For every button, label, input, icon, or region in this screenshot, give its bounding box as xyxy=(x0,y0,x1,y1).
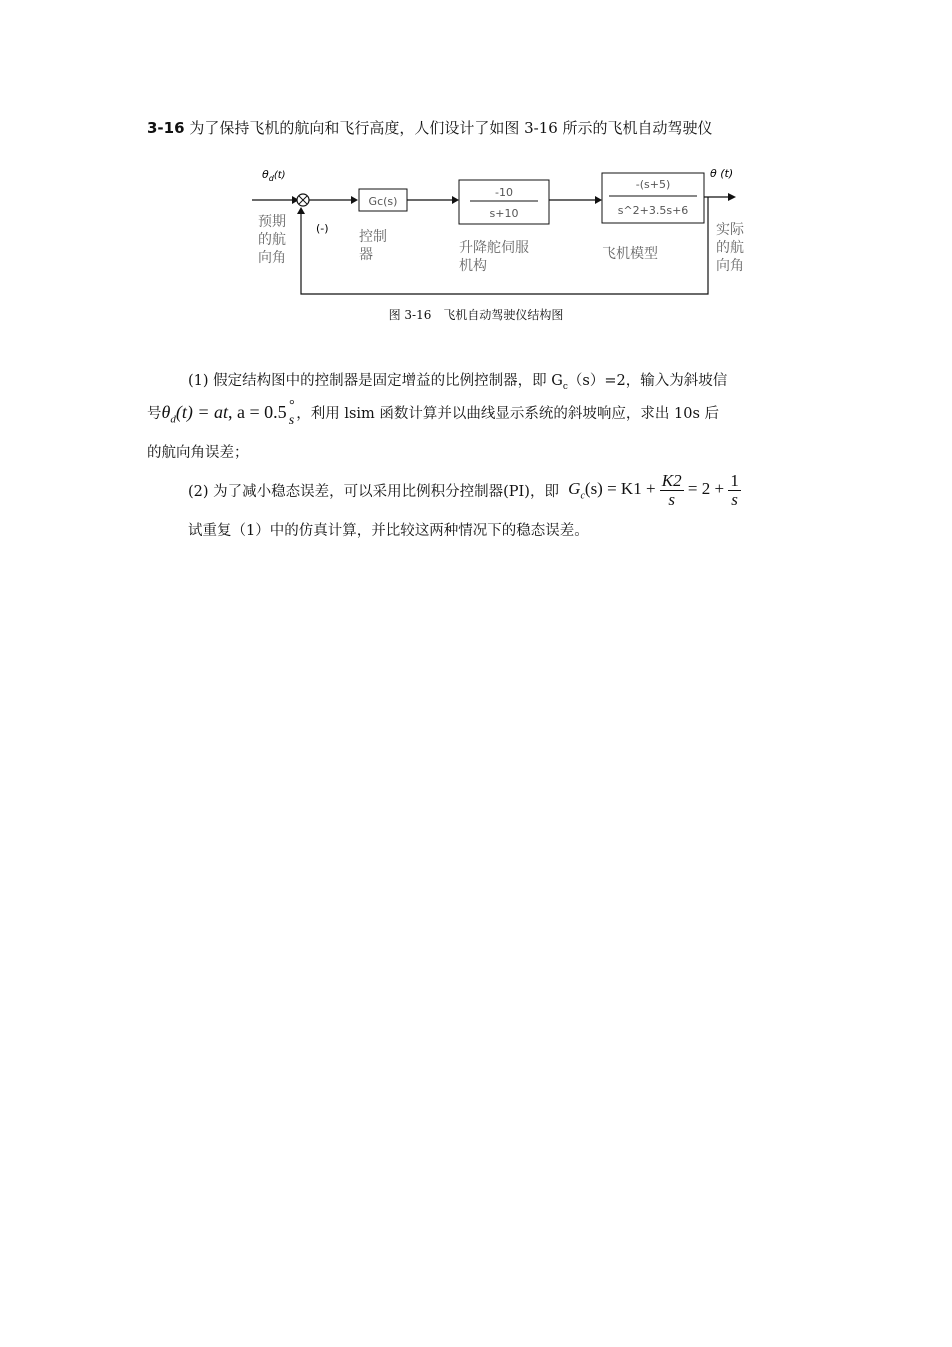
one-over-s: $\frac{1}{s}$ xyxy=(730,471,739,509)
output-signal-label: θ (t) xyxy=(710,167,734,180)
plant-numerator: -(s+5) xyxy=(635,178,671,191)
part1-line2: 号$\theta_d(t)$ = at, a = 0.5 ° s ，利用 lsim 函数计算并以曲线显示系统的斜坡响应，求出 10s 后 xyxy=(147,398,720,428)
problem-statement: 为了保持飞机的航向和飞行高度，人们设计了如图 3-16 所示的飞机自动驾驶仪 xyxy=(184,119,713,137)
output-label xyxy=(716,222,745,274)
input-signal-label: $\theta_d(t)$ xyxy=(262,168,286,183)
figure-caption: 图 3-16 飞机自动驾驶仪结构图 xyxy=(388,308,564,322)
servo-label xyxy=(459,240,529,274)
part2-line2: 试重复（1）中的仿真计算，并比较这两种情况下的稳态误差。 xyxy=(188,523,589,539)
svg-text:的航: 的航 xyxy=(258,232,286,248)
plant-denominator: s^2+3.5s+6 xyxy=(617,204,689,217)
ramp-unit: ° s xyxy=(288,398,295,428)
ramp-input-equation: $\theta_d(t)$ = at, a = 0.5 ° s xyxy=(161,398,295,428)
servo-denominator: s+10 xyxy=(489,207,519,220)
controller-label xyxy=(359,228,387,263)
part1-line1: (1) 假定结构图中的控制器是固定增益的比例控制器，即 $G_c(s)=2$，输入为斜坡信 xyxy=(188,373,728,392)
plant-label: 飞机模型 xyxy=(602,246,658,262)
part2-line1: (2) 为了减小稳态误差，可以采用比例积分控制器(PI)，即 $G_c(s) = K1$ + $\frac{K2}{s}$ = 2 + $\frac{1}{s}$ xyxy=(188,471,739,509)
svg-text:预期: 预期 xyxy=(258,214,286,230)
block-diagram xyxy=(240,160,760,302)
controller-block-label: Gc(s) xyxy=(368,195,398,208)
servo-numerator: -10 xyxy=(495,186,513,199)
svg-text:器: 器 xyxy=(359,247,373,263)
svg-text:控制: 控制 xyxy=(359,229,387,245)
svg-text:机构: 机构 xyxy=(459,258,487,274)
svg-text:向角: 向角 xyxy=(716,258,744,274)
k2-over-s: $\frac{K2}{s}$ xyxy=(661,471,682,509)
part1-line3: 的航向角误差； xyxy=(147,445,249,461)
input-label xyxy=(258,214,286,266)
svg-text:升降舵伺服: 升降舵伺服 xyxy=(459,240,529,256)
problem-heading xyxy=(147,117,713,138)
problem-number: 3-16 xyxy=(147,119,185,137)
svg-text:的航: 的航 xyxy=(716,240,744,256)
feedback-sign: (-) xyxy=(316,222,329,235)
svg-text:向角: 向角 xyxy=(258,250,286,266)
pi-controller-equation: $G_c(s) = K1$ + $\frac{K2}{s}$ = 2 + $\frac{1}{s}$ xyxy=(568,471,739,509)
svg-text:实际: 实际 xyxy=(716,222,744,238)
summing-junction xyxy=(297,194,309,206)
